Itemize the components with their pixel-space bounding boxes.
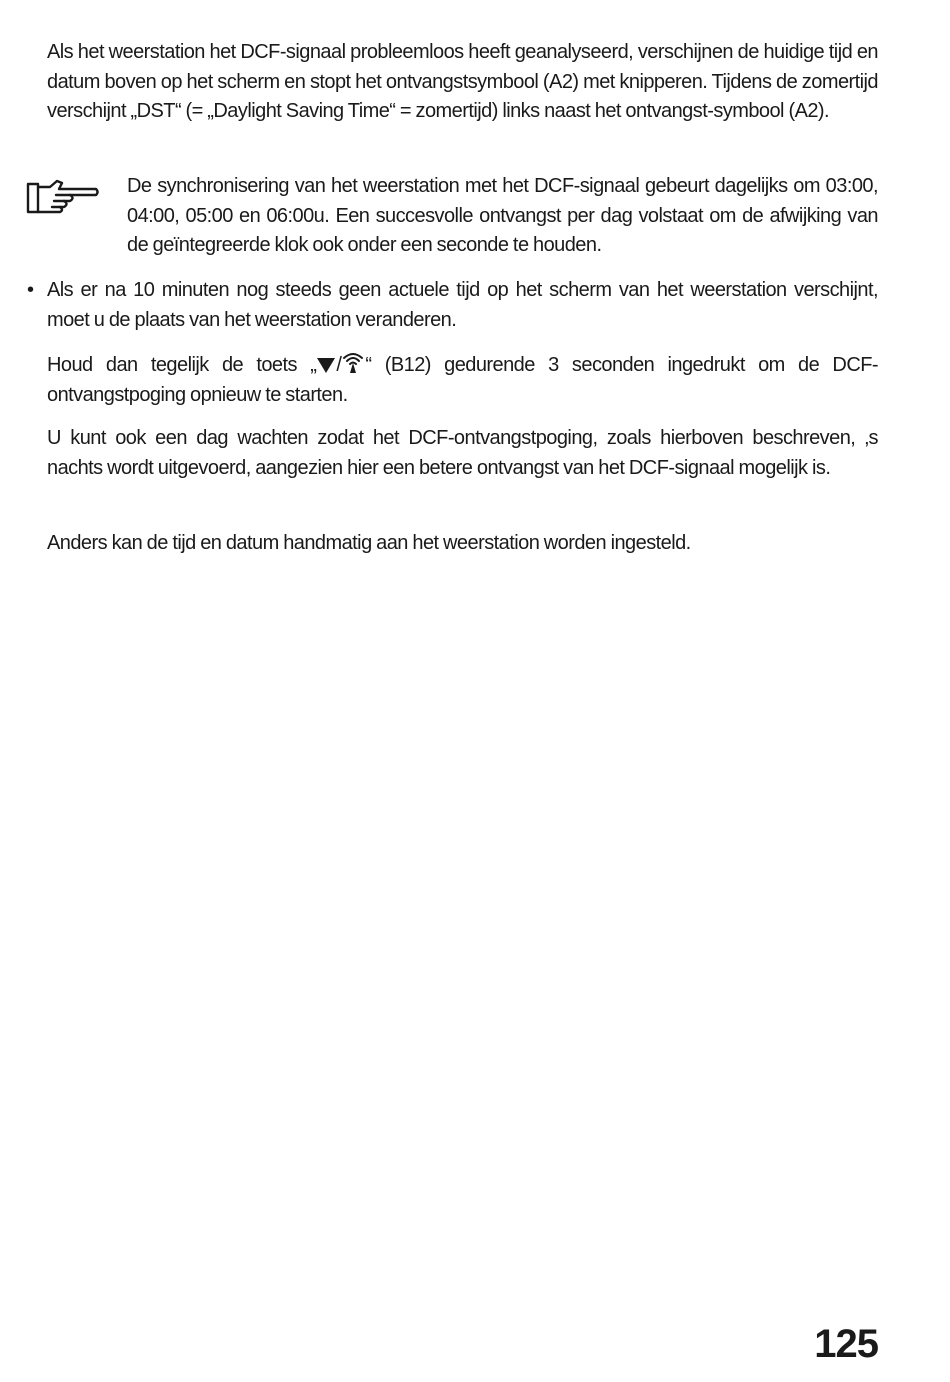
antenna-signal-icon — [341, 350, 365, 374]
down-triangle-icon — [316, 356, 336, 374]
bullet-relocate-station: Als er na 10 minuten nog steeds geen actuele tijd op het scherm van het weerstation verschijnt, moet u de plaats van het weerstation veranderen. — [47, 279, 878, 331]
note-synchronisation: De synchronisering van het weerstation met het DCF-signaal gebeurt dagelijks om 03:00, 04:00, 05:00 en 06:00u. Een succesvolle ontvangst per dag volstaat om de afwijking van de geïntegreerde klok ook onder een seconde te houden. — [127, 175, 878, 256]
restart-text-after: “ (B12) gedurende 3 seconden ingedrukt om de DCF-ontvangstpoging opnieuw te starten. — [47, 354, 878, 406]
restart-text-before: Houd dan tegelijk de toets „ — [47, 354, 317, 376]
pointing-hand-icon — [26, 177, 100, 219]
paragraph-manual-setting: Anders kan de tijd en datum handmatig aan het weerstation worden ingesteld. — [47, 532, 691, 554]
paragraph-dcf-analysis: Als het weerstation het DCF-signaal probleemloos heeft geanalyseerd, verschijnen de huidige tijd en datum boven op het scherm en stopt het ontvangstsymbool (A2) met knipperen. Tijdens de zomertijd verschijnt „DST“ (= „Daylight Saving Time“ = zomertijd) links naast het ontvangst-symbool (A2). — [47, 41, 878, 122]
paragraph-restart-reception: Houd dan tegelijk de toets „ / “ (B12) gedurende 3 seconden ingedrukt om de DCF-ontvangstpoging opnieuw te starten. — [47, 350, 878, 410]
paragraph-wait-a-day: U kunt ook een dag wachten zodat het DCF-ontvangstpoging, zoals hierboven beschreven, ‚s nachts wordt uitgevoerd, aangezien hier een betere ontvangst van het DCF-signaal mogelijk is. — [47, 427, 878, 479]
page-number: 125 — [814, 1322, 878, 1366]
bullet-marker: • — [27, 279, 35, 301]
